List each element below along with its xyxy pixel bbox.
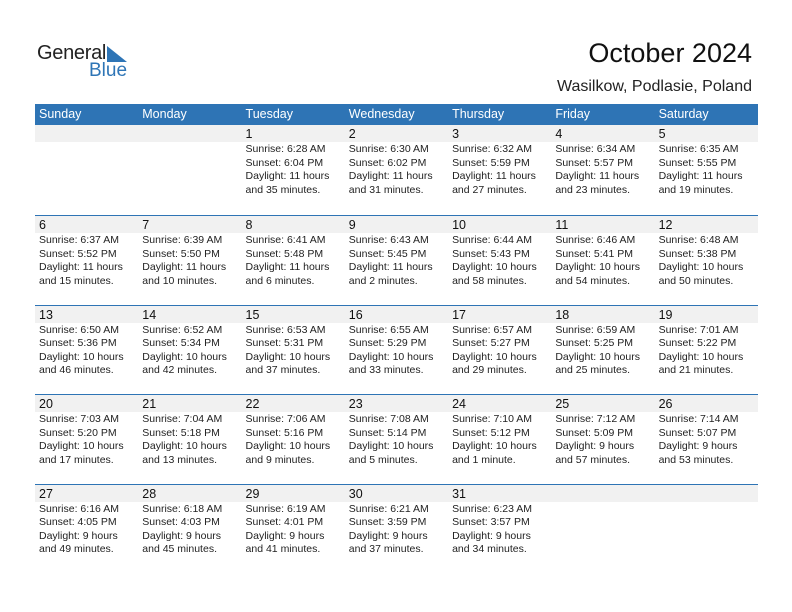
day-cell (551, 125, 654, 197)
day-cell (242, 216, 345, 288)
day-number: 22 (245, 397, 260, 411)
sunrise-time: Sunrise: 7:03 AM (39, 413, 119, 425)
daylight-hours: Daylight: 10 hours (452, 350, 537, 363)
daylight-minutes: and 13 minutes. (142, 453, 217, 466)
sunrise-time: Sunrise: 6:28 AM (245, 143, 326, 155)
sunrise-time: Sunrise: 6:57 AM (452, 323, 533, 336)
sunrise-time: Sunrise: 6:32 AM (452, 143, 533, 155)
weekday-wednesday: Wednesday (348, 107, 415, 121)
daylight-hours: Daylight: 11 hours (452, 170, 536, 183)
day-number: 27 (39, 486, 53, 501)
sunrise-time: Sunrise: 6:35 AM (658, 143, 739, 155)
daylight-minutes: and 29 minutes. (452, 364, 527, 377)
sunset-time: Sunset: 5:22 PM (658, 337, 737, 350)
day-number: 19 (658, 307, 673, 322)
weekday-tuesday: Tuesday (245, 107, 294, 121)
daylight-minutes: and 23 minutes. (555, 183, 631, 196)
day-number: 7 (142, 218, 150, 232)
day-cell (655, 395, 758, 467)
day-cell (345, 306, 448, 378)
day-cell (345, 216, 448, 288)
sun-info (555, 234, 654, 288)
daylight-minutes: and 50 minutes. (658, 274, 734, 287)
sun-info (246, 324, 345, 378)
day-number: 31 (452, 486, 466, 501)
daylight-hours: Daylight: 10 hours (555, 350, 640, 363)
location-subtitle: Wasilkow, Podlasie, Poland (556, 78, 752, 95)
daylight-minutes: and 2 minutes. (348, 274, 418, 287)
sun-info (39, 503, 138, 557)
weekday-saturday: Saturday (658, 107, 709, 121)
daylight-minutes: and 17 minutes. (39, 453, 114, 466)
sun-info (452, 503, 551, 557)
sunrise-time: Sunrise: 7:04 AM (142, 413, 223, 425)
sunset-time: Sunset: 4:03 PM (142, 516, 220, 529)
day-cell (448, 216, 551, 288)
week-row (35, 125, 758, 215)
day-cell (35, 216, 138, 288)
day-cell (35, 485, 138, 557)
daylight-hours: Daylight: 10 hours (452, 440, 537, 453)
day-number: 4 (555, 127, 563, 141)
sunset-time: Sunset: 5:07 PM (658, 426, 737, 439)
day-number: 8 (245, 218, 253, 232)
daylight-minutes: and 37 minutes. (348, 543, 424, 556)
daylight-minutes: and 57 minutes. (555, 453, 631, 466)
daylight-minutes: and 37 minutes. (245, 364, 321, 377)
day-number: 20 (39, 397, 53, 411)
logo-text-blue: Blue (89, 60, 128, 81)
day-cell (242, 306, 345, 378)
day-cell (345, 125, 448, 197)
day-number (659, 485, 758, 502)
day-number: 9 (348, 218, 356, 232)
sunrise-time: Sunrise: 6:39 AM (142, 234, 223, 246)
daylight-hours: Daylight: 11 hours (555, 170, 640, 183)
day-cell (448, 485, 551, 557)
day-cell (138, 395, 241, 467)
sun-info (452, 413, 551, 467)
daylight-hours: Daylight: 11 hours (142, 261, 227, 274)
sunset-time: Sunset: 5:25 PM (555, 337, 633, 350)
day-cell (551, 306, 654, 378)
day-number: 16 (348, 307, 363, 322)
weekday-monday: Monday (142, 107, 187, 121)
daylight-minutes: and 46 minutes. (39, 364, 114, 377)
daylight-hours: Daylight: 10 hours (142, 350, 227, 363)
daylight-hours: Daylight: 9 hours (39, 529, 118, 542)
sunset-time: Sunset: 3:57 PM (452, 516, 530, 529)
week-cells (35, 216, 758, 288)
sunrise-time: Sunrise: 7:08 AM (348, 413, 429, 425)
sunset-time: Sunset: 5:57 PM (555, 156, 633, 169)
day-number: 2 (348, 127, 356, 141)
daylight-minutes: and 42 minutes. (142, 364, 217, 377)
daylight-hours: Daylight: 9 hours (658, 440, 738, 453)
sunrise-time: Sunrise: 6:41 AM (245, 234, 326, 246)
sunrise-time: Sunrise: 7:01 AM (658, 323, 739, 336)
daylight-minutes: and 54 minutes. (555, 274, 631, 287)
day-cell (138, 485, 241, 557)
sun-info (246, 413, 345, 467)
daylight-minutes: and 27 minutes. (452, 183, 527, 196)
sun-info (555, 143, 654, 197)
week-row (35, 215, 758, 305)
generalblue-logo (37, 42, 137, 82)
sun-info (142, 234, 241, 288)
sun-info (349, 324, 448, 378)
day-number: 13 (39, 307, 53, 322)
sunrise-time: Sunrise: 7:10 AM (452, 413, 533, 425)
daylight-hours: Daylight: 10 hours (348, 350, 434, 363)
daylight-minutes: and 25 minutes. (555, 364, 631, 377)
daylight-hours: Daylight: 11 hours (245, 170, 330, 183)
daylight-hours: Daylight: 10 hours (658, 261, 744, 274)
daylight-minutes: and 15 minutes. (39, 274, 114, 287)
day-number (39, 125, 138, 142)
day-cell (345, 485, 448, 557)
sunset-time: Sunset: 5:20 PM (39, 426, 117, 439)
daylight-hours: Daylight: 11 hours (658, 170, 743, 183)
daylight-hours: Daylight: 10 hours (39, 440, 124, 453)
day-number (555, 485, 654, 502)
sunrise-time: Sunrise: 6:44 AM (452, 234, 533, 246)
sunrise-time: Sunrise: 6:21 AM (348, 502, 429, 515)
day-number: 23 (348, 397, 363, 411)
daylight-hours: Daylight: 11 hours (348, 261, 433, 274)
sunset-time: Sunset: 5:59 PM (452, 156, 530, 169)
day-number: 29 (245, 486, 260, 501)
weekday-thursday: Thursday (452, 107, 505, 121)
sun-info (349, 234, 448, 288)
daylight-minutes: and 35 minutes. (245, 183, 321, 196)
day-cell (448, 125, 551, 197)
week-row (35, 305, 758, 395)
sunrise-time: Sunrise: 6:55 AM (348, 323, 429, 336)
sun-info (349, 503, 448, 557)
sunrise-time: Sunrise: 6:23 AM (452, 502, 533, 515)
day-number: 25 (555, 397, 570, 411)
day-cell (551, 395, 654, 467)
sun-info (246, 143, 345, 197)
sunrise-time: Sunrise: 6:18 AM (142, 502, 223, 515)
sunrise-time: Sunrise: 6:34 AM (555, 143, 636, 155)
day-cell (448, 306, 551, 378)
day-number: 17 (452, 307, 466, 322)
sun-info (452, 234, 551, 288)
sunset-time: Sunset: 5:41 PM (555, 247, 633, 260)
sunset-time: Sunset: 5:27 PM (452, 337, 530, 350)
day-number: 24 (452, 397, 466, 411)
sun-info (452, 324, 551, 378)
daylight-hours: Daylight: 10 hours (555, 261, 640, 274)
sunset-time: Sunset: 5:43 PM (452, 247, 530, 260)
weekday-header (35, 104, 758, 125)
daylight-minutes: and 31 minutes. (348, 183, 424, 196)
day-number: 6 (39, 218, 46, 232)
sun-info (659, 143, 758, 197)
daylight-minutes: and 10 minutes. (142, 274, 217, 287)
week-row (35, 394, 758, 484)
sunset-time: Sunset: 5:14 PM (348, 426, 427, 439)
sunset-time: Sunset: 5:48 PM (245, 247, 324, 260)
daylight-minutes: and 58 minutes. (452, 274, 527, 287)
sunset-time: Sunset: 5:18 PM (142, 426, 220, 439)
weeks-container (35, 125, 758, 573)
week-cells (35, 306, 758, 378)
sunrise-time: Sunrise: 6:30 AM (348, 143, 429, 155)
day-cell (655, 485, 758, 557)
weekday-sunday: Sunday (39, 107, 82, 121)
sunrise-time: Sunrise: 7:14 AM (658, 413, 739, 425)
sunset-time: Sunset: 6:02 PM (348, 156, 427, 169)
day-cell (655, 216, 758, 288)
day-number: 28 (142, 486, 157, 501)
day-number: 10 (452, 218, 466, 232)
daylight-minutes: and 34 minutes. (452, 543, 527, 556)
week-cells (35, 125, 758, 197)
daylight-hours: Daylight: 9 hours (555, 440, 635, 453)
daylight-hours: Daylight: 10 hours (245, 440, 331, 453)
daylight-hours: Daylight: 11 hours (348, 170, 433, 183)
daylight-hours: Daylight: 11 hours (39, 261, 123, 274)
daylight-minutes: and 1 minute. (452, 453, 516, 466)
daylight-hours: Daylight: 10 hours (39, 350, 124, 363)
daylight-hours: Daylight: 10 hours (348, 440, 434, 453)
sun-info (39, 234, 138, 288)
day-number: 12 (658, 218, 673, 232)
sunrise-time: Sunrise: 6:52 AM (142, 323, 223, 336)
day-cell (35, 395, 138, 467)
sunset-time: Sunset: 5:38 PM (658, 247, 737, 260)
day-cell (551, 485, 654, 557)
weekday-friday: Friday (555, 107, 591, 121)
sunset-time: Sunset: 5:31 PM (245, 337, 324, 350)
day-number: 18 (555, 307, 570, 322)
sunset-time: Sunset: 5:55 PM (658, 156, 737, 169)
sunset-time: Sunset: 5:36 PM (39, 337, 117, 350)
sun-info (659, 234, 758, 288)
week-cells (35, 485, 758, 557)
sun-info (142, 324, 241, 378)
day-number: 1 (245, 127, 253, 141)
sunset-time: Sunset: 5:16 PM (245, 426, 324, 439)
daylight-minutes: and 19 minutes. (658, 183, 734, 196)
day-number: 15 (245, 307, 260, 322)
sun-info (555, 413, 654, 467)
day-cell (138, 125, 241, 197)
day-cell (551, 216, 654, 288)
sun-info (39, 413, 138, 467)
day-cell (655, 306, 758, 378)
sunset-time: Sunset: 5:34 PM (142, 337, 220, 350)
daylight-hours: Daylight: 11 hours (245, 261, 330, 274)
day-number: 3 (452, 127, 460, 141)
sunset-time: Sunset: 5:50 PM (142, 247, 220, 260)
daylight-minutes: and 45 minutes. (142, 543, 217, 556)
daylight-hours: Daylight: 9 hours (452, 529, 531, 542)
sunrise-time: Sunrise: 7:06 AM (245, 413, 326, 425)
day-cell (655, 125, 758, 197)
daylight-hours: Daylight: 10 hours (245, 350, 331, 363)
sun-info (555, 324, 654, 378)
day-cell (138, 216, 241, 288)
day-number: 11 (555, 218, 569, 232)
calendar-grid (35, 104, 758, 573)
daylight-minutes: and 9 minutes. (245, 453, 315, 466)
sunrise-time: Sunrise: 6:59 AM (555, 323, 636, 336)
day-number: 26 (658, 397, 673, 411)
daylight-hours: Daylight: 10 hours (142, 440, 227, 453)
week-row (35, 484, 758, 574)
daylight-minutes: and 21 minutes. (658, 364, 734, 377)
day-cell (35, 306, 138, 378)
week-cells (35, 395, 758, 467)
sunrise-time: Sunrise: 7:12 AM (555, 413, 636, 425)
sunrise-time: Sunrise: 6:50 AM (39, 323, 119, 336)
daylight-minutes: and 41 minutes. (245, 543, 321, 556)
sun-info (659, 413, 758, 467)
sunrise-time: Sunrise: 6:46 AM (555, 234, 636, 246)
page-title: October 2024 (588, 38, 752, 68)
day-cell (345, 395, 448, 467)
sunset-time: Sunset: 6:04 PM (245, 156, 324, 169)
sunset-time: Sunset: 5:09 PM (555, 426, 633, 439)
day-cell (242, 125, 345, 197)
sun-info (452, 143, 551, 197)
sunrise-time: Sunrise: 6:48 AM (658, 234, 739, 246)
sunset-time: Sunset: 5:45 PM (348, 247, 427, 260)
daylight-minutes: and 53 minutes. (658, 453, 734, 466)
daylight-hours: Daylight: 9 hours (348, 529, 428, 542)
day-number: 14 (142, 307, 157, 322)
daylight-minutes: and 49 minutes. (39, 543, 114, 556)
sun-info (39, 324, 138, 378)
day-number (142, 125, 241, 142)
sunrise-time: Sunrise: 6:16 AM (39, 502, 119, 515)
daylight-hours: Daylight: 10 hours (658, 350, 744, 363)
day-number: 21 (142, 397, 157, 411)
sunset-time: Sunset: 4:05 PM (39, 516, 117, 529)
day-cell (138, 306, 241, 378)
daylight-hours: Daylight: 9 hours (245, 529, 325, 542)
sun-info (246, 503, 345, 557)
sunrise-time: Sunrise: 6:43 AM (348, 234, 429, 246)
day-number: 5 (658, 127, 666, 141)
day-cell (242, 395, 345, 467)
daylight-minutes: and 33 minutes. (348, 364, 424, 377)
daylight-minutes: and 6 minutes. (245, 274, 315, 287)
sunset-time: Sunset: 3:59 PM (348, 516, 427, 529)
logo-text-general: General (37, 42, 107, 64)
sun-info (349, 413, 448, 467)
sun-info (246, 234, 345, 288)
sunrise-time: Sunrise: 6:19 AM (245, 502, 326, 515)
sunrise-time: Sunrise: 6:53 AM (245, 323, 326, 336)
day-cell (448, 395, 551, 467)
daylight-minutes: and 5 minutes. (348, 453, 418, 466)
sunset-time: Sunset: 5:52 PM (39, 247, 117, 260)
sunset-time: Sunset: 5:29 PM (348, 337, 427, 350)
sun-info (349, 143, 448, 197)
sunrise-time: Sunrise: 6:37 AM (39, 234, 119, 246)
day-number: 30 (348, 486, 363, 501)
sun-info (142, 503, 241, 557)
daylight-hours: Daylight: 9 hours (142, 529, 222, 542)
sunset-time: Sunset: 4:01 PM (245, 516, 324, 529)
day-cell (35, 125, 138, 197)
sun-info (659, 324, 758, 378)
sunset-time: Sunset: 5:12 PM (452, 426, 530, 439)
day-cell (242, 485, 345, 557)
daylight-hours: Daylight: 10 hours (452, 261, 537, 274)
sun-info (142, 413, 241, 467)
